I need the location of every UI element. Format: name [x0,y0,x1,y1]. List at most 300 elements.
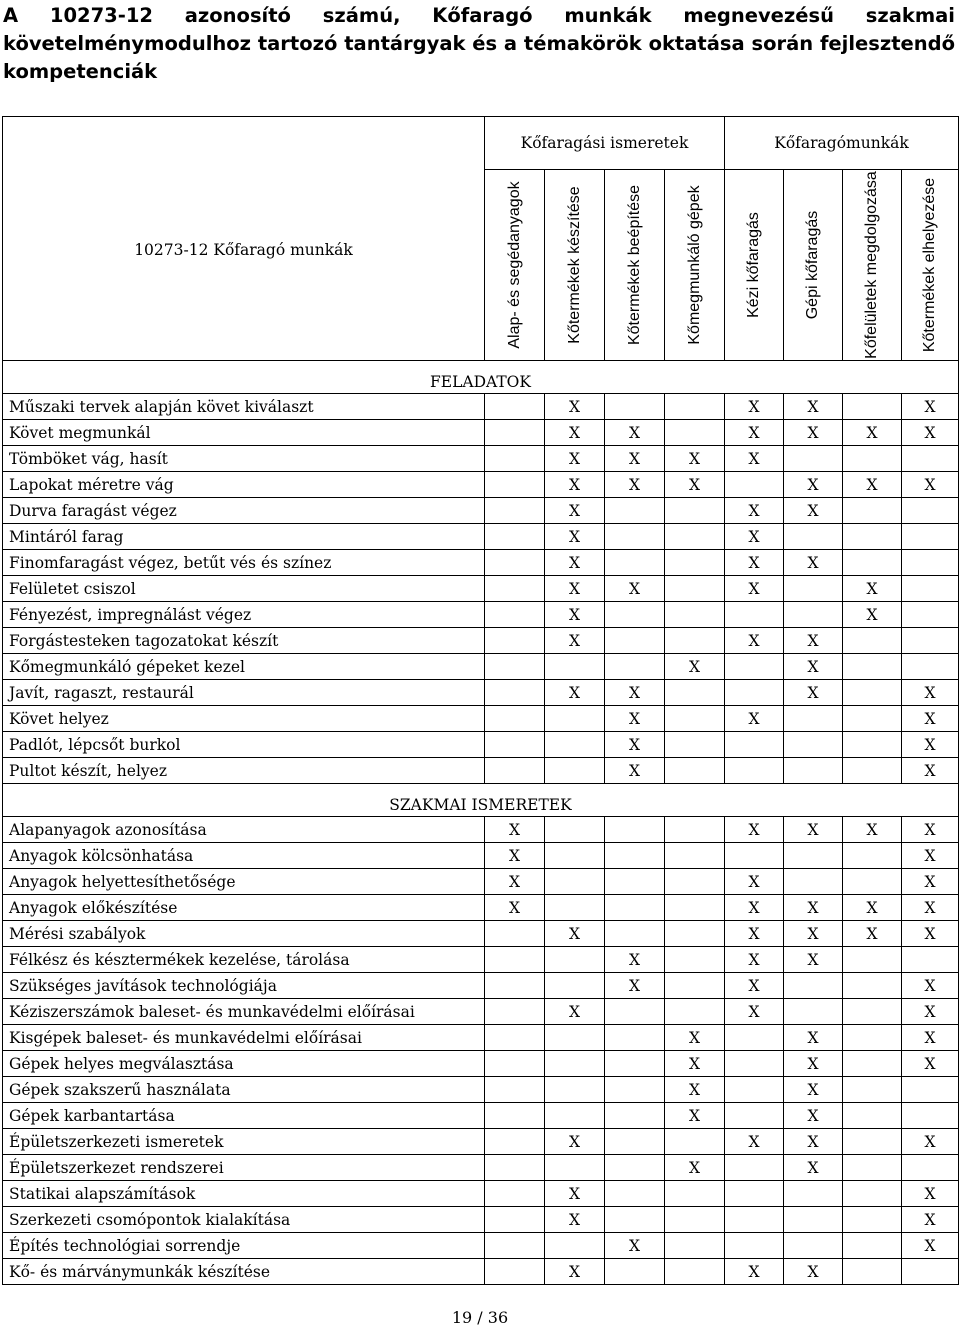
mark-cell: X [545,628,605,654]
mark-cell: X [784,1051,843,1077]
mark-cell: X [725,973,784,999]
mark-cell [843,843,902,869]
mark-cell [545,654,605,680]
mark-cell [485,654,545,680]
mark-cell [784,576,843,602]
mark-cell: X [665,1051,725,1077]
mark-cell: X [784,394,843,420]
column-header [485,170,545,361]
row-label: Anyagok helyettesíthetősége [3,869,485,895]
mark-cell [605,654,665,680]
mark-cell: X [843,817,902,843]
mark-cell [725,1051,784,1077]
mark-cell [725,602,784,628]
mark-cell: X [665,654,725,680]
mark-cell [843,1025,902,1051]
mark-cell: X [485,869,545,895]
row-label: Durva faragást végez [3,498,485,524]
mark-cell [605,1207,665,1233]
mark-cell [605,895,665,921]
mark-cell [545,706,605,732]
mark-cell [605,1077,665,1103]
mark-cell [605,1025,665,1051]
column-header-label: Kőfelületek megdolgozása [863,171,880,359]
mark-cell: X [545,498,605,524]
row-label: Anyagok kölcsönhatása [3,843,485,869]
mark-cell [902,524,959,550]
mark-cell: X [784,628,843,654]
mark-cell: X [605,706,665,732]
mark-cell [545,758,605,784]
column-header [843,170,902,361]
row-label: Javít, ragaszt, restaurál [3,680,485,706]
mark-cell [485,472,545,498]
mark-cell [485,628,545,654]
mark-cell [902,446,959,472]
mark-cell: X [902,394,959,420]
group-header-kofaragasi-ismeretek: Kőfaragási ismeretek [485,117,725,170]
mark-cell [665,758,725,784]
table-row [3,602,959,628]
table-row [3,758,959,784]
section-header-row [3,361,959,394]
mark-cell [665,1207,725,1233]
mark-cell [725,1233,784,1259]
mark-cell [843,758,902,784]
mark-cell: X [605,472,665,498]
mark-cell: X [843,472,902,498]
mark-cell: X [784,472,843,498]
column-header [545,170,605,361]
mark-cell: X [843,921,902,947]
mark-cell [605,843,665,869]
table-row [3,394,959,420]
mark-cell: X [902,706,959,732]
section-title: SZAKMAI ISMERETEK [3,784,959,817]
mark-cell: X [545,576,605,602]
mark-cell [605,498,665,524]
mark-cell [725,1181,784,1207]
mark-cell [665,843,725,869]
table-row [3,817,959,843]
mark-cell: X [784,1077,843,1103]
mark-cell: X [725,1129,784,1155]
mark-cell [605,1155,665,1181]
table-row [3,921,959,947]
mark-cell: X [545,1129,605,1155]
column-header [725,170,784,361]
mark-cell: X [725,817,784,843]
mark-cell [485,973,545,999]
table-row [3,706,959,732]
mark-cell [665,1129,725,1155]
mark-cell [545,732,605,758]
row-label: Kő- és márványmunkák készítése [3,1259,485,1285]
mark-cell [485,1233,545,1259]
group-header-kofaragomunkak: Kőfaragómunkák [725,117,959,170]
mark-cell [843,628,902,654]
mark-cell: X [784,420,843,446]
mark-cell [843,1077,902,1103]
mark-cell: X [605,758,665,784]
mark-cell: X [784,1025,843,1051]
table-row [3,1129,959,1155]
mark-cell [485,706,545,732]
mark-cell: X [545,602,605,628]
table-row [3,1051,959,1077]
mark-cell [485,947,545,973]
mark-cell [485,1025,545,1051]
table-row [3,732,959,758]
table-row [3,446,959,472]
mark-cell [784,973,843,999]
mark-cell [902,1103,959,1129]
mark-cell [843,1155,902,1181]
mark-cell [485,1077,545,1103]
mark-cell [902,1155,959,1181]
mark-cell: X [902,921,959,947]
row-label: Félkész és késztermékek kezelése, tárolása [3,947,485,973]
mark-cell: X [902,680,959,706]
mark-cell: X [843,895,902,921]
mark-cell [665,895,725,921]
column-header-label: Kőtermékek beépítése [625,184,643,346]
mark-cell [902,1077,959,1103]
mark-cell [843,498,902,524]
mark-cell [545,947,605,973]
mark-cell: X [902,732,959,758]
mark-cell [784,446,843,472]
mark-cell [665,420,725,446]
mark-cell: X [545,524,605,550]
mark-cell [545,973,605,999]
mark-cell [725,680,784,706]
mark-cell [843,999,902,1025]
row-label: Alapanyagok azonosítása [3,817,485,843]
mark-cell [843,550,902,576]
mark-cell: X [545,446,605,472]
mark-cell [784,869,843,895]
mark-cell [665,999,725,1025]
mark-cell: X [902,973,959,999]
table-row [3,420,959,446]
mark-cell: X [902,1129,959,1155]
mark-cell [902,498,959,524]
column-header-label: Kézi kőfaragás [745,212,762,318]
mark-cell [545,1077,605,1103]
mark-cell: X [725,921,784,947]
column-header [784,170,843,361]
mark-cell [902,654,959,680]
mark-cell: X [784,498,843,524]
mark-cell: X [902,895,959,921]
mark-cell: X [545,394,605,420]
mark-cell: X [665,472,725,498]
module-name: 10273-12 Kőfaragó munkák [134,241,353,259]
mark-cell [485,498,545,524]
mark-cell: X [784,550,843,576]
mark-cell [665,680,725,706]
mark-cell [485,446,545,472]
mark-cell [902,550,959,576]
mark-cell [605,602,665,628]
mark-cell [843,680,902,706]
mark-cell [784,732,843,758]
mark-cell: X [784,817,843,843]
mark-cell: X [665,446,725,472]
mark-cell [665,394,725,420]
mark-cell: X [784,1129,843,1155]
mark-cell: X [725,628,784,654]
column-header-label: Alap- és segédanyagok [505,181,523,349]
table-row [3,973,959,999]
column-header [605,170,665,361]
mark-cell: X [784,1103,843,1129]
mark-cell: X [902,1233,959,1259]
row-label: Épületszerkezeti ismeretek [3,1129,485,1155]
mark-cell: X [725,550,784,576]
mark-cell [485,1207,545,1233]
mark-cell [843,869,902,895]
section-title: FELADATOK [3,361,959,394]
mark-cell: X [605,732,665,758]
mark-cell [485,1051,545,1077]
mark-cell [485,1155,545,1181]
table-row [3,628,959,654]
mark-cell [843,1207,902,1233]
row-label: Szerkezeti csomópontok kialakítása [3,1207,485,1233]
mark-cell: X [784,921,843,947]
mark-cell: X [902,1051,959,1077]
mark-cell: X [725,895,784,921]
mark-cell [605,1051,665,1077]
mark-cell [665,1233,725,1259]
mark-cell [784,1181,843,1207]
mark-cell [843,1181,902,1207]
mark-cell: X [545,999,605,1025]
column-header-label: Kőtermékek készítése [565,186,583,344]
mark-cell [843,1233,902,1259]
row-label: Padlót, lépcsőt burkol [3,732,485,758]
column-header-label: Gépi kőfaragás [804,210,821,320]
mark-cell: X [902,843,959,869]
module-name-cell [3,117,485,361]
mark-cell [485,999,545,1025]
competency-matrix [2,116,959,1285]
mark-cell: X [784,947,843,973]
table-row [3,1181,959,1207]
mark-cell: X [725,446,784,472]
table-row [3,654,959,680]
mark-cell: X [485,817,545,843]
mark-cell [485,394,545,420]
mark-cell: X [725,576,784,602]
table-row [3,1207,959,1233]
mark-cell [605,1103,665,1129]
mark-cell [605,1181,665,1207]
mark-cell [545,817,605,843]
mark-cell [605,1129,665,1155]
row-label: Követ megmunkál [3,420,485,446]
column-header-label: Kőmegmunkáló gépek [685,185,703,345]
table-row [3,869,959,895]
mark-cell [665,602,725,628]
table-row [3,895,959,921]
mark-cell [545,1155,605,1181]
mark-cell [665,732,725,758]
mark-cell: X [545,921,605,947]
table-row [3,550,959,576]
mark-cell: X [665,1155,725,1181]
mark-cell: X [902,817,959,843]
mark-cell: X [545,1259,605,1285]
row-label: Épületszerkezet rendszerei [3,1155,485,1181]
mark-cell: X [725,869,784,895]
mark-cell [902,628,959,654]
mark-cell [843,394,902,420]
mark-cell: X [545,420,605,446]
mark-cell [784,706,843,732]
row-label: Pultot készít, helyez [3,758,485,784]
mark-cell [902,947,959,973]
mark-cell: X [902,472,959,498]
mark-cell: X [902,1181,959,1207]
mark-cell [665,869,725,895]
mark-cell: X [545,680,605,706]
mark-cell: X [725,498,784,524]
mark-cell [784,1207,843,1233]
table-row [3,1233,959,1259]
mark-cell [725,472,784,498]
row-label: Mintáról farag [3,524,485,550]
mark-cell [784,758,843,784]
mark-cell: X [665,1103,725,1129]
mark-cell [545,1051,605,1077]
mark-cell [725,1103,784,1129]
mark-cell: X [725,947,784,973]
mark-cell: X [843,420,902,446]
mark-cell [665,921,725,947]
mark-cell [485,1181,545,1207]
table-row [3,524,959,550]
mark-cell [545,1025,605,1051]
table-row [3,680,959,706]
mark-cell: X [665,1025,725,1051]
column-header-label: Kőtermékek elhelyezése [921,177,938,353]
mark-cell [665,628,725,654]
mark-cell [725,654,784,680]
mark-cell: X [485,895,545,921]
mark-cell [665,524,725,550]
mark-cell [545,1233,605,1259]
row-label: Anyagok előkészítése [3,895,485,921]
mark-cell [485,758,545,784]
mark-cell [605,628,665,654]
mark-cell [665,1259,725,1285]
mark-cell: X [605,947,665,973]
mark-cell [843,1129,902,1155]
row-label: Finomfaragást végez, betűt vés és színez [3,550,485,576]
mark-cell: X [545,550,605,576]
mark-cell [485,1103,545,1129]
mark-cell [843,947,902,973]
mark-cell: X [725,420,784,446]
mark-cell [605,869,665,895]
mark-cell [545,1103,605,1129]
mark-cell [843,1259,902,1285]
mark-cell [725,843,784,869]
mark-cell [843,654,902,680]
mark-cell: X [902,869,959,895]
column-header [665,170,725,361]
mark-cell [485,680,545,706]
mark-cell [545,843,605,869]
table-row [3,1103,959,1129]
mark-cell [605,1259,665,1285]
mark-cell [485,550,545,576]
mark-cell [784,843,843,869]
mark-cell [665,1181,725,1207]
mark-cell [485,732,545,758]
mark-cell [725,732,784,758]
mark-cell: X [725,394,784,420]
mark-cell: X [605,576,665,602]
mark-cell: X [784,1155,843,1181]
mark-cell [784,1233,843,1259]
mark-cell: X [665,1077,725,1103]
row-label: Fényezést, impregnálást végez [3,602,485,628]
mark-cell [665,498,725,524]
row-label: Statikai alapszámítások [3,1181,485,1207]
mark-cell [605,550,665,576]
mark-cell: X [784,1259,843,1285]
table-row [3,498,959,524]
mark-cell [485,921,545,947]
mark-cell [545,895,605,921]
row-label: Kéziszerszámok baleset- és munkavédelmi előírásai [3,999,485,1025]
mark-cell: X [725,1259,784,1285]
table-row [3,947,959,973]
table-row [3,843,959,869]
row-label: Gépek karbantartása [3,1103,485,1129]
mark-cell [725,1077,784,1103]
mark-cell: X [725,524,784,550]
mark-cell [902,602,959,628]
mark-cell [725,1155,784,1181]
mark-cell: X [843,576,902,602]
mark-cell [902,1259,959,1285]
table-row [3,1077,959,1103]
row-label: Építés technológiai sorrendje [3,1233,485,1259]
mark-cell: X [605,420,665,446]
mark-cell [605,921,665,947]
mark-cell: X [725,706,784,732]
section-header-row [3,784,959,817]
row-label: Tömböket vág, hasít [3,446,485,472]
mark-cell: X [902,1025,959,1051]
table-row [3,1155,959,1181]
mark-cell [843,732,902,758]
table-row [3,576,959,602]
table-row [3,1259,959,1285]
mark-cell [605,817,665,843]
mark-cell: X [902,758,959,784]
mark-cell: X [725,999,784,1025]
mark-cell [485,420,545,446]
row-label: Forgástesteken tagozatokat készít [3,628,485,654]
mark-cell [665,706,725,732]
mark-cell [725,1025,784,1051]
